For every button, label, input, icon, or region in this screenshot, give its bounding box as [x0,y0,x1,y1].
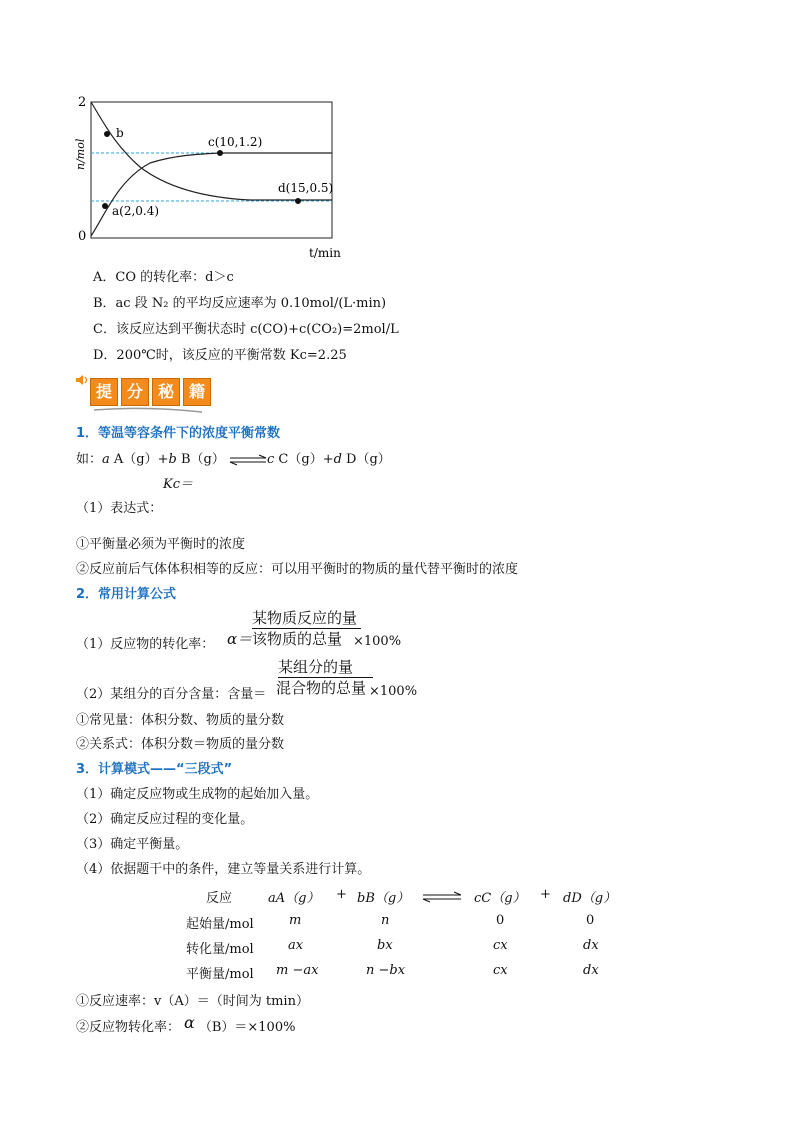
y-axis-label: n/mol [74,138,87,170]
relation: ②关系式：体积分数＝物质的量分数 [76,737,285,752]
point-c [217,150,223,156]
speaker-icon [74,372,90,388]
note-2: ②反应前后气体体积相等的反应：可以用平衡时的物质的量代替平衡时的浓度 [76,562,519,577]
equation-example: 如：a A（g）+b B（g） c C（g）+d D（g） [76,452,391,467]
percent-fraction-den: 混合物的总量 [276,679,367,697]
table-header-plus-2: + [540,887,551,902]
concentration-time-graph [0,0,800,270]
y-tick-0: 0 [78,229,87,244]
row-equilibrium-c: cx [493,963,508,978]
kc-expression: Kc＝ [163,477,193,492]
note-1: ①平衡量必须为平衡时的浓度 [76,537,246,552]
percent-label: （2）某组分的百分含量：含量＝ [76,687,267,702]
reactant-conversion: ②反应物转化率： α （B）＝×100% [76,1013,296,1035]
label-c: c(10,1.2) [208,135,263,149]
conversion-label: （1）反应物的转化率： [76,637,215,652]
row-label-equilibrium: 平衡量/mol [186,967,254,982]
point-b [104,131,110,137]
step-3: （3）确定平衡量。 [76,837,189,852]
expression-label: （1）表达式： [76,501,163,516]
label-a: a(2,0.4) [112,204,160,218]
row-change-c: cx [493,938,508,953]
row-equilibrium-d: dx [583,963,599,978]
tips-banner [74,376,206,416]
conversion-tail: ×100% [353,634,402,649]
section1-title: 1．等温等容条件下的浓度平衡常数 [76,426,281,441]
conversion-fraction-den: 该物质的总量 [252,630,343,648]
row-change-b: bx [377,938,393,953]
table-header-bB: bB（g） [357,891,410,906]
row-change-d: dx [583,938,599,953]
banner-underline-decoration [74,406,206,416]
option-d: D．200℃时，该反应的平衡常数 Kc=2.25 [93,348,347,363]
row-label-initial: 起始量/mol [186,917,254,932]
point-a [102,203,108,209]
section3-title: 3．计算模式——“三段式” [76,762,233,777]
row-initial-c: 0 [496,913,505,928]
label-d: d(15,0.5) [278,181,334,195]
common-quantities: ①常见量：体积分数、物质的量分数 [76,713,285,728]
percent-fraction-num: 某组分的量 [278,656,373,678]
x-axis-label: t/min [309,246,341,260]
banner-char-1: 提 [90,378,118,406]
option-a: A．CO 的转化率：d＞c [93,270,234,285]
table-header-dD: dD（g） [563,891,617,906]
row-label-change: 转化量/mol [186,942,254,957]
option-c: C．该反应达到平衡状态时 c(CO)+c(CO₂)=2mol/L [93,322,399,337]
point-d [295,198,301,204]
table-header-reaction: 反应 [206,891,233,906]
section2-title: 2．常用计算公式 [76,587,177,602]
conversion-fraction-num: 某物质反应的量 [252,607,361,629]
equilibrium-arrow-icon [229,454,267,466]
alpha-symbol: α [184,1013,195,1032]
row-initial-a: m [289,913,302,928]
table-header-plus-1: + [336,887,347,902]
row-change-a: ax [288,938,304,953]
step-2: （2）确定反应过程的变化量。 [76,812,254,827]
row-initial-b: n [381,913,390,928]
banner-char-2: 分 [121,378,149,406]
y-tick-2: 2 [78,95,87,110]
conversion-symbol: α＝ [227,630,253,648]
step-4: （4）依据题干中的条件，建立等量关系进行计算。 [76,862,371,877]
table-header-cC: cC（g） [474,891,526,906]
table-equilibrium-arrow-icon [422,891,462,903]
percent-tail: ×100% [369,684,418,699]
step-1: （1）确定反应物或生成物的起始加入量。 [76,787,319,802]
table-header-aA: aA（g） [268,891,320,906]
row-initial-d: 0 [586,913,595,928]
reaction-rate: ①反应速率：v（A）＝（时间为 tmin） [76,994,309,1009]
banner-char-3: 秘 [152,378,180,406]
row-equilibrium-a: m −ax [276,963,319,978]
option-b: B．ac 段 N₂ 的平均反应速率为 0.10mol/(L·min) [93,296,387,311]
label-b: b [116,126,124,140]
banner-char-4: 籍 [183,378,211,406]
row-equilibrium-b: n −bx [366,963,406,978]
